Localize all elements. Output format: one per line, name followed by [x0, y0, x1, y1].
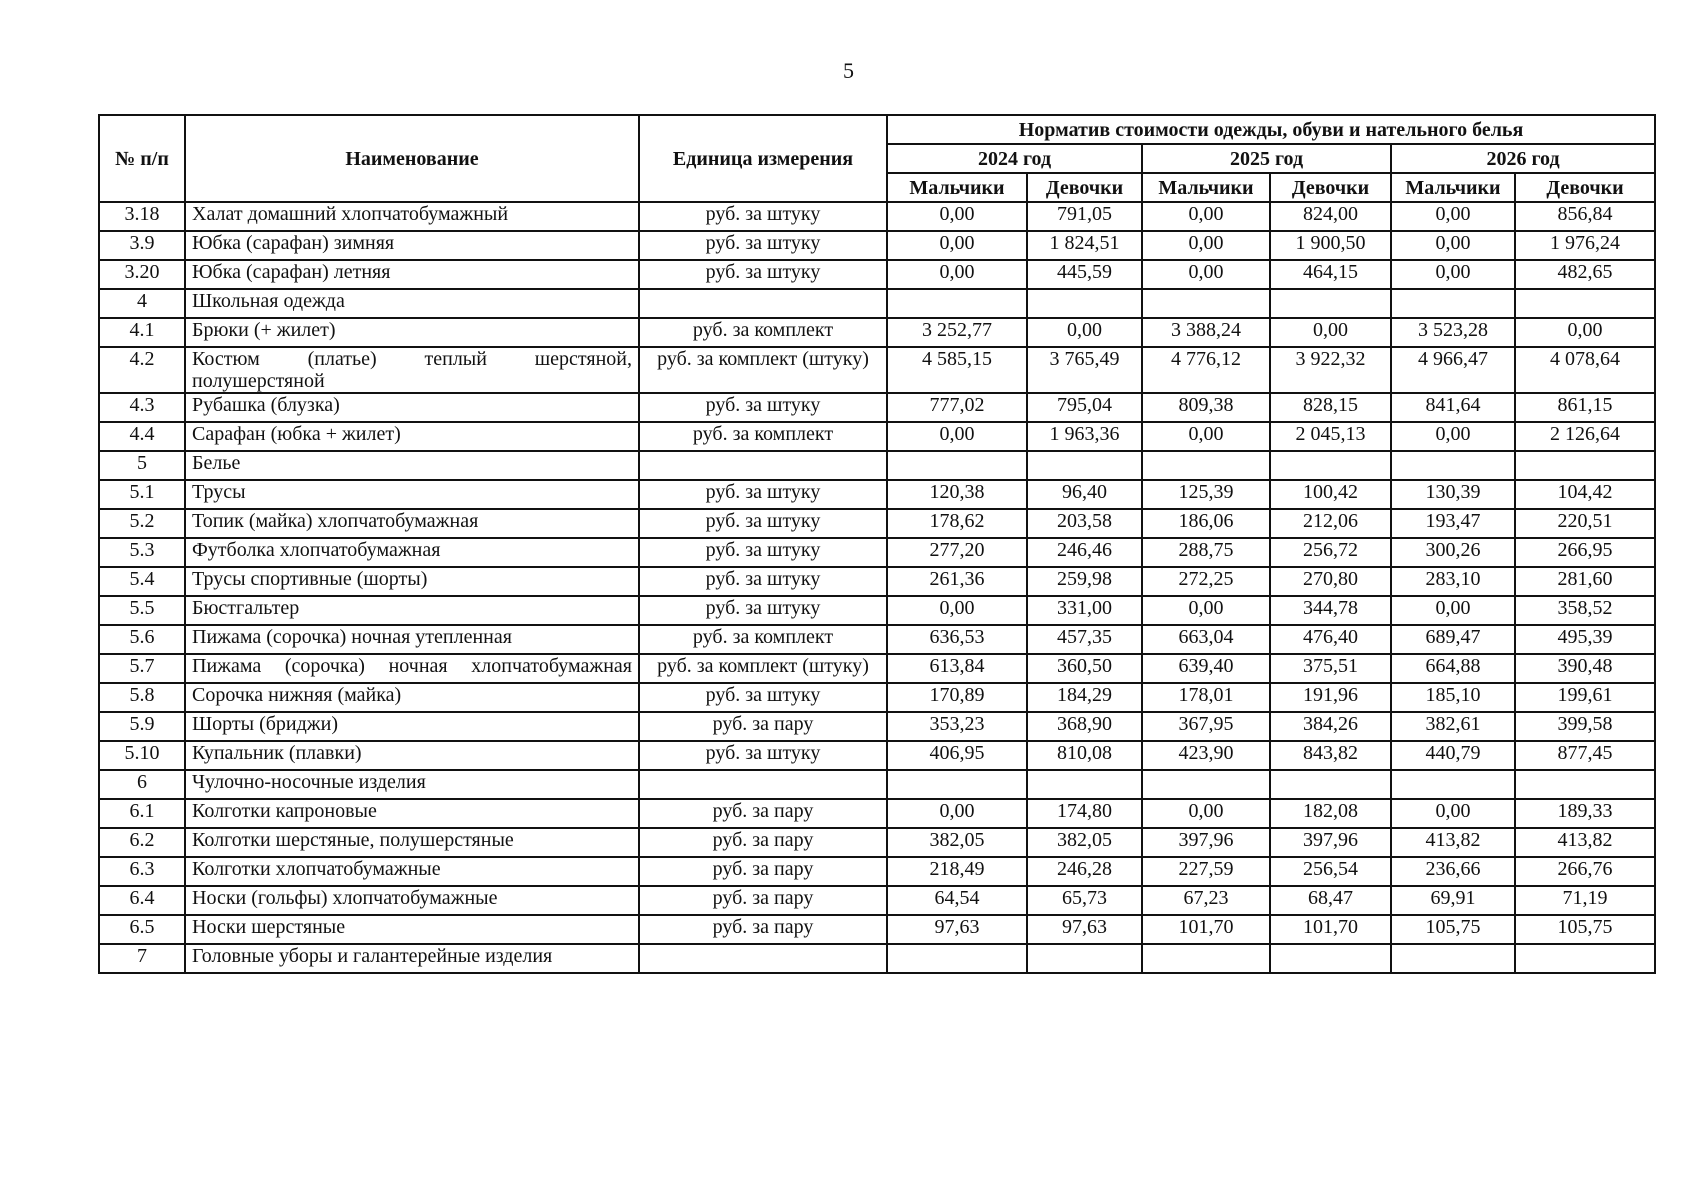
value-2025-girls: 270,80	[1270, 567, 1391, 596]
item-name: Чулочно-носочные изделия	[185, 770, 639, 799]
unit-of-measure: руб. за штуку	[639, 567, 887, 596]
value-2024-boys: 277,20	[887, 538, 1027, 567]
unit-of-measure: руб. за штуку	[639, 480, 887, 509]
header-boys: Мальчики	[1391, 173, 1515, 202]
value-2025-boys: 4 776,12	[1142, 347, 1270, 393]
value-2024-boys: 777,02	[887, 393, 1027, 422]
value-2024-boys: 406,95	[887, 741, 1027, 770]
value-2024-boys	[887, 770, 1027, 799]
row-number: 5.6	[99, 625, 185, 654]
row-number: 3.9	[99, 231, 185, 260]
value-2026-girls: 2 126,64	[1515, 422, 1655, 451]
value-2024-girls: 382,05	[1027, 828, 1142, 857]
value-2026-boys: 689,47	[1391, 625, 1515, 654]
value-2026-girls	[1515, 770, 1655, 799]
value-2024-boys: 382,05	[887, 828, 1027, 857]
value-2024-girls: 0,00	[1027, 318, 1142, 347]
item-name: Белье	[185, 451, 639, 480]
value-2025-girls: 384,26	[1270, 712, 1391, 741]
value-2025-boys: 178,01	[1142, 683, 1270, 712]
unit-of-measure: руб. за пару	[639, 828, 887, 857]
item-name: Трусы	[185, 480, 639, 509]
table-row	[99, 770, 1655, 799]
header-girls: Девочки	[1515, 173, 1655, 202]
page-number: 5	[843, 58, 854, 83]
value-2026-girls: 220,51	[1515, 509, 1655, 538]
value-2024-boys: 218,49	[887, 857, 1027, 886]
table-row	[99, 393, 1655, 422]
value-2025-boys: 125,39	[1142, 480, 1270, 509]
unit-of-measure: руб. за пару	[639, 799, 887, 828]
value-2025-girls: 824,00	[1270, 202, 1391, 231]
value-2025-boys: 288,75	[1142, 538, 1270, 567]
value-2025-girls: 256,72	[1270, 538, 1391, 567]
value-2025-girls: 100,42	[1270, 480, 1391, 509]
unit-of-measure: руб. за пару	[639, 886, 887, 915]
value-2026-girls	[1515, 944, 1655, 973]
value-2026-girls: 4 078,64	[1515, 347, 1655, 393]
value-2026-girls: 266,95	[1515, 538, 1655, 567]
row-number: 4.1	[99, 318, 185, 347]
item-name: Колготки шерстяные, полушерстяные	[185, 828, 639, 857]
value-2025-boys	[1142, 770, 1270, 799]
unit-of-measure: руб. за пару	[639, 712, 887, 741]
table-row	[99, 944, 1655, 973]
row-number: 6.5	[99, 915, 185, 944]
value-2026-boys: 3 523,28	[1391, 318, 1515, 347]
unit-of-measure: руб. за комплект	[639, 422, 887, 451]
value-2024-girls: 445,59	[1027, 260, 1142, 289]
unit-of-measure	[639, 451, 887, 480]
value-2026-girls: 482,65	[1515, 260, 1655, 289]
norms-table	[98, 114, 1656, 974]
value-2024-boys: 4 585,15	[887, 347, 1027, 393]
value-2024-girls: 96,40	[1027, 480, 1142, 509]
value-2024-girls: 810,08	[1027, 741, 1142, 770]
unit-of-measure: руб. за штуку	[639, 393, 887, 422]
value-2026-boys: 664,88	[1391, 654, 1515, 683]
row-number: 6	[99, 770, 185, 799]
value-2025-boys: 67,23	[1142, 886, 1270, 915]
header-num: № п/п	[99, 115, 185, 202]
value-2026-girls: 71,19	[1515, 886, 1655, 915]
value-2025-boys: 423,90	[1142, 741, 1270, 770]
value-2025-boys: 3 388,24	[1142, 318, 1270, 347]
row-number: 6.3	[99, 857, 185, 886]
item-name: Бюстгальтер	[185, 596, 639, 625]
table-row	[99, 289, 1655, 318]
value-2026-boys: 105,75	[1391, 915, 1515, 944]
value-2025-girls: 828,15	[1270, 393, 1391, 422]
value-2026-boys: 382,61	[1391, 712, 1515, 741]
value-2024-boys: 0,00	[887, 231, 1027, 260]
table-row	[99, 654, 1655, 683]
header-year-2024: 2024 год	[887, 144, 1142, 173]
value-2024-girls: 360,50	[1027, 654, 1142, 683]
item-name: Сорочка нижняя (майка)	[185, 683, 639, 712]
value-2026-boys	[1391, 289, 1515, 318]
header-group-title: Норматив стоимости одежды, обуви и нательного белья	[887, 115, 1655, 144]
unit-of-measure: руб. за штуку	[639, 596, 887, 625]
unit-of-measure: руб. за штуку	[639, 231, 887, 260]
value-2025-girls: 182,08	[1270, 799, 1391, 828]
value-2025-boys: 0,00	[1142, 231, 1270, 260]
value-2024-girls: 184,29	[1027, 683, 1142, 712]
unit-of-measure: руб. за пару	[639, 915, 887, 944]
value-2025-boys	[1142, 451, 1270, 480]
item-name: Футболка хлопчатобумажная	[185, 538, 639, 567]
unit-of-measure: руб. за штуку	[639, 202, 887, 231]
value-2024-girls: 1 824,51	[1027, 231, 1142, 260]
value-2024-boys	[887, 451, 1027, 480]
value-2024-boys: 353,23	[887, 712, 1027, 741]
value-2026-boys: 130,39	[1391, 480, 1515, 509]
value-2026-girls: 358,52	[1515, 596, 1655, 625]
value-2025-girls: 68,47	[1270, 886, 1391, 915]
value-2025-girls: 397,96	[1270, 828, 1391, 857]
item-name: Колготки хлопчатобумажные	[185, 857, 639, 886]
unit-of-measure	[639, 289, 887, 318]
value-2025-girls: 0,00	[1270, 318, 1391, 347]
value-2025-boys: 809,38	[1142, 393, 1270, 422]
value-2024-girls: 259,98	[1027, 567, 1142, 596]
table-row	[99, 915, 1655, 944]
value-2024-girls: 457,35	[1027, 625, 1142, 654]
table-row	[99, 422, 1655, 451]
value-2024-boys: 0,00	[887, 422, 1027, 451]
table-row	[99, 451, 1655, 480]
unit-of-measure: руб. за пару	[639, 857, 887, 886]
value-2025-girls: 843,82	[1270, 741, 1391, 770]
row-number: 5.3	[99, 538, 185, 567]
value-2025-girls	[1270, 451, 1391, 480]
row-number: 5	[99, 451, 185, 480]
item-name: Носки шерстяные	[185, 915, 639, 944]
unit-of-measure: руб. за комплект	[639, 625, 887, 654]
value-2024-girls: 3 765,49	[1027, 347, 1142, 393]
value-2024-boys: 120,38	[887, 480, 1027, 509]
item-name: Шорты (бриджи)	[185, 712, 639, 741]
row-number: 3.18	[99, 202, 185, 231]
row-number: 6.1	[99, 799, 185, 828]
value-2025-girls: 191,96	[1270, 683, 1391, 712]
value-2025-girls: 344,78	[1270, 596, 1391, 625]
value-2024-girls	[1027, 770, 1142, 799]
value-2024-boys: 170,89	[887, 683, 1027, 712]
unit-of-measure: руб. за штуку	[639, 683, 887, 712]
value-2026-boys: 0,00	[1391, 202, 1515, 231]
table-row	[99, 625, 1655, 654]
value-2025-boys: 0,00	[1142, 422, 1270, 451]
value-2025-girls: 101,70	[1270, 915, 1391, 944]
value-2026-girls: 0,00	[1515, 318, 1655, 347]
value-2025-boys: 0,00	[1142, 799, 1270, 828]
value-2024-boys: 64,54	[887, 886, 1027, 915]
header-girls: Девочки	[1270, 173, 1391, 202]
table-row	[99, 260, 1655, 289]
table-row	[99, 799, 1655, 828]
item-name: Носки (гольфы) хлопчатобумажные	[185, 886, 639, 915]
row-number: 5.4	[99, 567, 185, 596]
value-2026-boys: 413,82	[1391, 828, 1515, 857]
value-2026-girls: 495,39	[1515, 625, 1655, 654]
value-2026-boys	[1391, 451, 1515, 480]
table-row	[99, 567, 1655, 596]
item-name: Пижама (сорочка) ночная утепленная	[185, 625, 639, 654]
item-name: Халат домашний хлопчатобумажный	[185, 202, 639, 231]
value-2026-girls: 189,33	[1515, 799, 1655, 828]
value-2024-girls: 1 963,36	[1027, 422, 1142, 451]
value-2026-girls: 861,15	[1515, 393, 1655, 422]
value-2025-girls: 464,15	[1270, 260, 1391, 289]
value-2026-boys: 0,00	[1391, 260, 1515, 289]
value-2024-girls: 246,28	[1027, 857, 1142, 886]
unit-of-measure: руб. за штуку	[639, 538, 887, 567]
value-2025-boys: 639,40	[1142, 654, 1270, 683]
item-name: Купальник (плавки)	[185, 741, 639, 770]
value-2024-girls	[1027, 944, 1142, 973]
value-2024-boys: 3 252,77	[887, 318, 1027, 347]
unit-of-measure: руб. за штуку	[639, 741, 887, 770]
value-2025-girls	[1270, 770, 1391, 799]
item-name: Костюм (платье) теплый шерстяной, полушерстяной	[185, 347, 639, 393]
value-2026-boys: 841,64	[1391, 393, 1515, 422]
value-2024-boys: 178,62	[887, 509, 1027, 538]
value-2025-girls	[1270, 944, 1391, 973]
table-row	[99, 347, 1655, 393]
value-2024-boys	[887, 944, 1027, 973]
item-name: Трусы спортивные (шорты)	[185, 567, 639, 596]
value-2024-girls: 368,90	[1027, 712, 1142, 741]
value-2026-boys: 4 966,47	[1391, 347, 1515, 393]
header-boys: Мальчики	[887, 173, 1027, 202]
row-number: 4.3	[99, 393, 185, 422]
item-name: Колготки капроновые	[185, 799, 639, 828]
row-number: 5.2	[99, 509, 185, 538]
table-row	[99, 683, 1655, 712]
value-2024-girls: 331,00	[1027, 596, 1142, 625]
value-2026-boys: 283,10	[1391, 567, 1515, 596]
row-number: 5.7	[99, 654, 185, 683]
value-2024-boys: 261,36	[887, 567, 1027, 596]
item-name: Юбка (сарафан) летняя	[185, 260, 639, 289]
table-body	[99, 202, 1655, 973]
value-2025-boys: 272,25	[1142, 567, 1270, 596]
value-2026-boys: 300,26	[1391, 538, 1515, 567]
item-name: Юбка (сарафан) зимняя	[185, 231, 639, 260]
item-name: Сарафан (юбка + жилет)	[185, 422, 639, 451]
value-2026-girls: 105,75	[1515, 915, 1655, 944]
value-2026-girls: 390,48	[1515, 654, 1655, 683]
value-2026-boys: 236,66	[1391, 857, 1515, 886]
header-year-2026: 2026 год	[1391, 144, 1655, 173]
value-2025-boys	[1142, 944, 1270, 973]
table-row	[99, 538, 1655, 567]
value-2026-boys: 0,00	[1391, 799, 1515, 828]
value-2024-girls: 97,63	[1027, 915, 1142, 944]
value-2024-boys: 0,00	[887, 260, 1027, 289]
unit-of-measure: руб. за штуку	[639, 509, 887, 538]
row-number: 7	[99, 944, 185, 973]
row-number: 4.2	[99, 347, 185, 393]
value-2025-boys: 0,00	[1142, 596, 1270, 625]
value-2026-boys: 69,91	[1391, 886, 1515, 915]
value-2024-boys: 0,00	[887, 202, 1027, 231]
value-2026-girls: 399,58	[1515, 712, 1655, 741]
value-2026-boys: 0,00	[1391, 596, 1515, 625]
row-number: 4.4	[99, 422, 185, 451]
value-2024-girls: 246,46	[1027, 538, 1142, 567]
value-2026-boys: 185,10	[1391, 683, 1515, 712]
value-2024-girls: 791,05	[1027, 202, 1142, 231]
value-2025-boys: 397,96	[1142, 828, 1270, 857]
value-2026-boys: 440,79	[1391, 741, 1515, 770]
value-2026-boys	[1391, 944, 1515, 973]
value-2025-girls: 2 045,13	[1270, 422, 1391, 451]
value-2026-girls: 856,84	[1515, 202, 1655, 231]
value-2025-boys: 663,04	[1142, 625, 1270, 654]
table-row	[99, 886, 1655, 915]
value-2025-girls: 1 900,50	[1270, 231, 1391, 260]
table-row	[99, 509, 1655, 538]
value-2026-girls	[1515, 289, 1655, 318]
value-2025-boys: 0,00	[1142, 260, 1270, 289]
unit-of-measure: руб. за комплект (штуку)	[639, 347, 887, 393]
table-row	[99, 857, 1655, 886]
value-2024-girls: 174,80	[1027, 799, 1142, 828]
row-number: 5.1	[99, 480, 185, 509]
table-row	[99, 318, 1655, 347]
item-name: Пижама (сорочка) ночная хлопчатобумажная	[185, 654, 639, 683]
row-number: 5.9	[99, 712, 185, 741]
item-name: Топик (майка) хлопчатобумажная	[185, 509, 639, 538]
header-unit: Единица измерения	[639, 115, 887, 202]
value-2026-girls: 413,82	[1515, 828, 1655, 857]
value-2026-girls: 199,61	[1515, 683, 1655, 712]
value-2024-girls: 203,58	[1027, 509, 1142, 538]
value-2024-girls	[1027, 289, 1142, 318]
row-number: 5.5	[99, 596, 185, 625]
table-row	[99, 202, 1655, 231]
value-2024-girls: 795,04	[1027, 393, 1142, 422]
value-2024-boys: 636,53	[887, 625, 1027, 654]
table-row	[99, 828, 1655, 857]
table-row	[99, 480, 1655, 509]
header-year-2025: 2025 год	[1142, 144, 1391, 173]
item-name: Головные уборы и галантерейные изделия	[185, 944, 639, 973]
value-2025-boys: 101,70	[1142, 915, 1270, 944]
unit-of-measure: руб. за комплект (штуку)	[639, 654, 887, 683]
value-2026-girls: 266,76	[1515, 857, 1655, 886]
value-2025-girls: 375,51	[1270, 654, 1391, 683]
value-2026-boys: 0,00	[1391, 231, 1515, 260]
value-2026-boys: 0,00	[1391, 422, 1515, 451]
value-2025-boys: 0,00	[1142, 202, 1270, 231]
value-2026-girls: 877,45	[1515, 741, 1655, 770]
header-name: Наименование	[185, 115, 639, 202]
unit-of-measure	[639, 770, 887, 799]
header-boys: Мальчики	[1142, 173, 1270, 202]
table-row	[99, 741, 1655, 770]
unit-of-measure	[639, 944, 887, 973]
value-2026-boys: 193,47	[1391, 509, 1515, 538]
item-name: Рубашка (блузка)	[185, 393, 639, 422]
table-row	[99, 712, 1655, 741]
value-2025-boys	[1142, 289, 1270, 318]
value-2024-boys: 0,00	[887, 596, 1027, 625]
row-number: 5.10	[99, 741, 185, 770]
value-2024-boys	[887, 289, 1027, 318]
value-2025-girls	[1270, 289, 1391, 318]
value-2025-boys: 227,59	[1142, 857, 1270, 886]
row-number: 5.8	[99, 683, 185, 712]
value-2026-girls: 1 976,24	[1515, 231, 1655, 260]
table-row	[99, 231, 1655, 260]
value-2024-boys: 613,84	[887, 654, 1027, 683]
value-2024-girls: 65,73	[1027, 886, 1142, 915]
value-2025-girls: 212,06	[1270, 509, 1391, 538]
value-2024-boys: 0,00	[887, 799, 1027, 828]
unit-of-measure: руб. за штуку	[639, 260, 887, 289]
value-2025-boys: 186,06	[1142, 509, 1270, 538]
row-number: 4	[99, 289, 185, 318]
table-row	[99, 596, 1655, 625]
value-2025-girls: 3 922,32	[1270, 347, 1391, 393]
header-girls: Девочки	[1027, 173, 1142, 202]
value-2025-boys: 367,95	[1142, 712, 1270, 741]
unit-of-measure: руб. за комплект	[639, 318, 887, 347]
value-2025-girls: 476,40	[1270, 625, 1391, 654]
table-header	[99, 115, 1655, 202]
row-number: 3.20	[99, 260, 185, 289]
value-2026-girls: 281,60	[1515, 567, 1655, 596]
item-name: Школьная одежда	[185, 289, 639, 318]
value-2026-girls: 104,42	[1515, 480, 1655, 509]
row-number: 6.2	[99, 828, 185, 857]
value-2026-boys	[1391, 770, 1515, 799]
item-name: Брюки (+ жилет)	[185, 318, 639, 347]
row-number: 6.4	[99, 886, 185, 915]
value-2026-girls	[1515, 451, 1655, 480]
value-2025-girls: 256,54	[1270, 857, 1391, 886]
value-2024-boys: 97,63	[887, 915, 1027, 944]
value-2024-girls	[1027, 451, 1142, 480]
